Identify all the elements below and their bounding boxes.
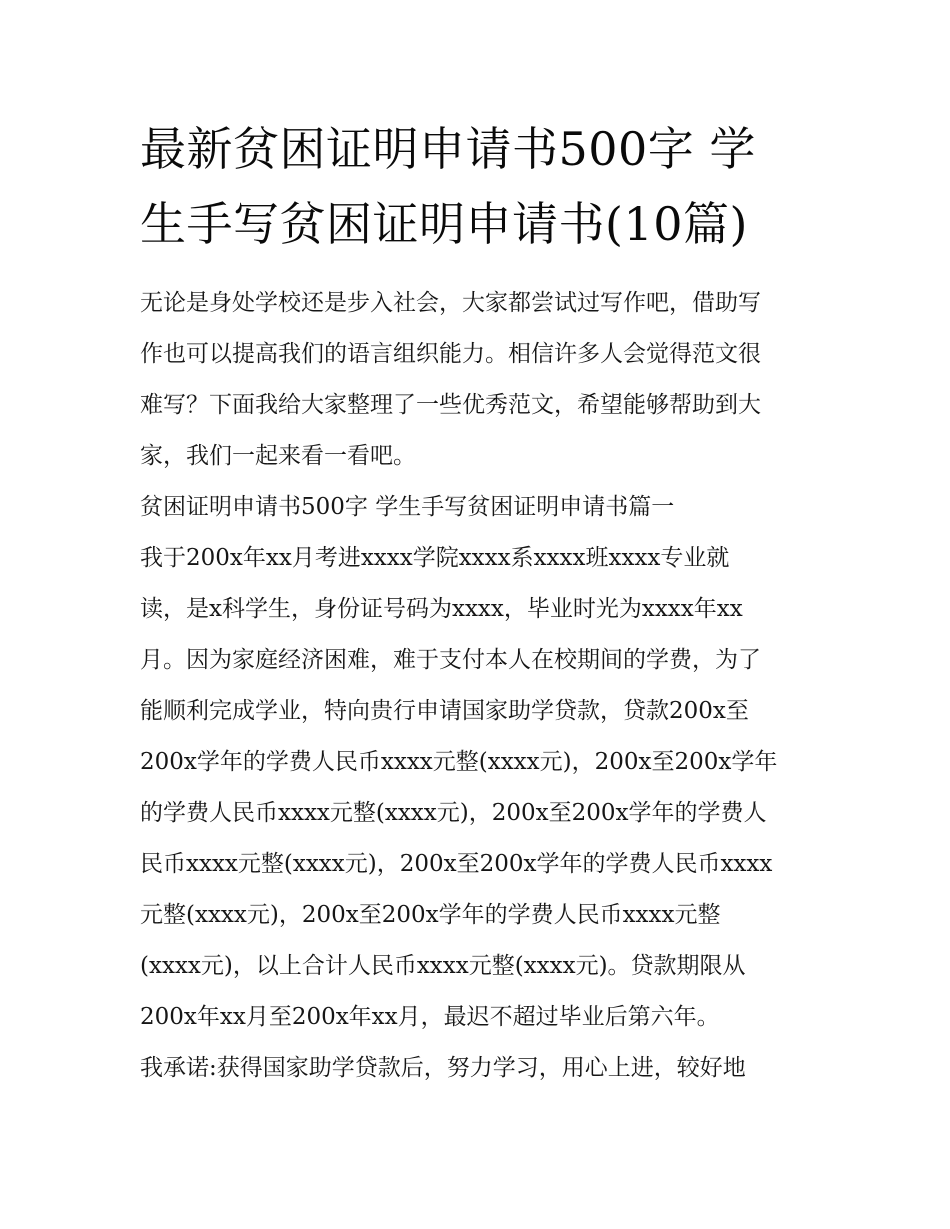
- paragraph-line: 我于200x年xx月考进xxxx学院xxxx系xxxx班xxxx专业就: [140, 545, 730, 571]
- paragraph-line: (xxxx元)，以上合计人民币xxxx元整(xxxx元)。贷款期限从: [140, 953, 746, 979]
- paragraph-line: 月。因为家庭经济困难，难于支付本人在校期间的学费，为了: [140, 647, 761, 673]
- intro-line: 家，我们一起来看一看吧。: [140, 443, 416, 469]
- paragraph-line: 读，是x科学生，身份证号码为xxxx，毕业时光为xxxx年xx: [140, 596, 743, 622]
- intro-line: 无论是身处学校还是步入社会，大家都尝试过写作吧，借助写: [140, 290, 761, 316]
- intro-paragraph: [140, 278, 830, 482]
- paragraph-line: 200x学年的学费人民币xxxx元整(xxxx元)，200x至200x学年: [140, 749, 778, 775]
- title-line: 生手写贫困证明申请书(10篇): [140, 197, 748, 251]
- intro-line: 难写？下面我给大家整理了一些优秀范文，希望能够帮助到大: [140, 392, 761, 418]
- paragraph-line: 的学费人民币xxxx元整(xxxx元)，200x至200x学年的学费人: [140, 800, 767, 826]
- paragraph-line: 200x年xx月至200x年xx月，最迟不超过毕业后第六年。: [140, 1004, 720, 1030]
- promise-paragraph: [140, 1043, 830, 1094]
- document-body: [140, 278, 830, 1094]
- document-title: [140, 112, 820, 262]
- paragraph-line: 民币xxxx元整(xxxx元)，200x至200x学年的学费人民币xxxx: [140, 851, 773, 877]
- section-heading: 贫困证明申请书500字 学生手写贫困证明申请书篇一: [140, 494, 675, 520]
- paragraph-line: 能顺利完成学业，特向贵行申请国家助学贷款，贷款200x至: [140, 698, 749, 724]
- title-line: 最新贫困证明申请书500字 学: [140, 122, 756, 176]
- intro-line: 作也可以提高我们的语言组织能力。相信许多人会觉得范文很: [140, 341, 761, 367]
- paragraph-line: 我承诺:获得国家助学贷款后，努力学习，用心上进，较好地: [140, 1055, 746, 1081]
- paragraph-line: 元整(xxxx元)，200x至200x学年的学费人民币xxxx元整: [140, 902, 721, 928]
- application-paragraph: [140, 533, 830, 1043]
